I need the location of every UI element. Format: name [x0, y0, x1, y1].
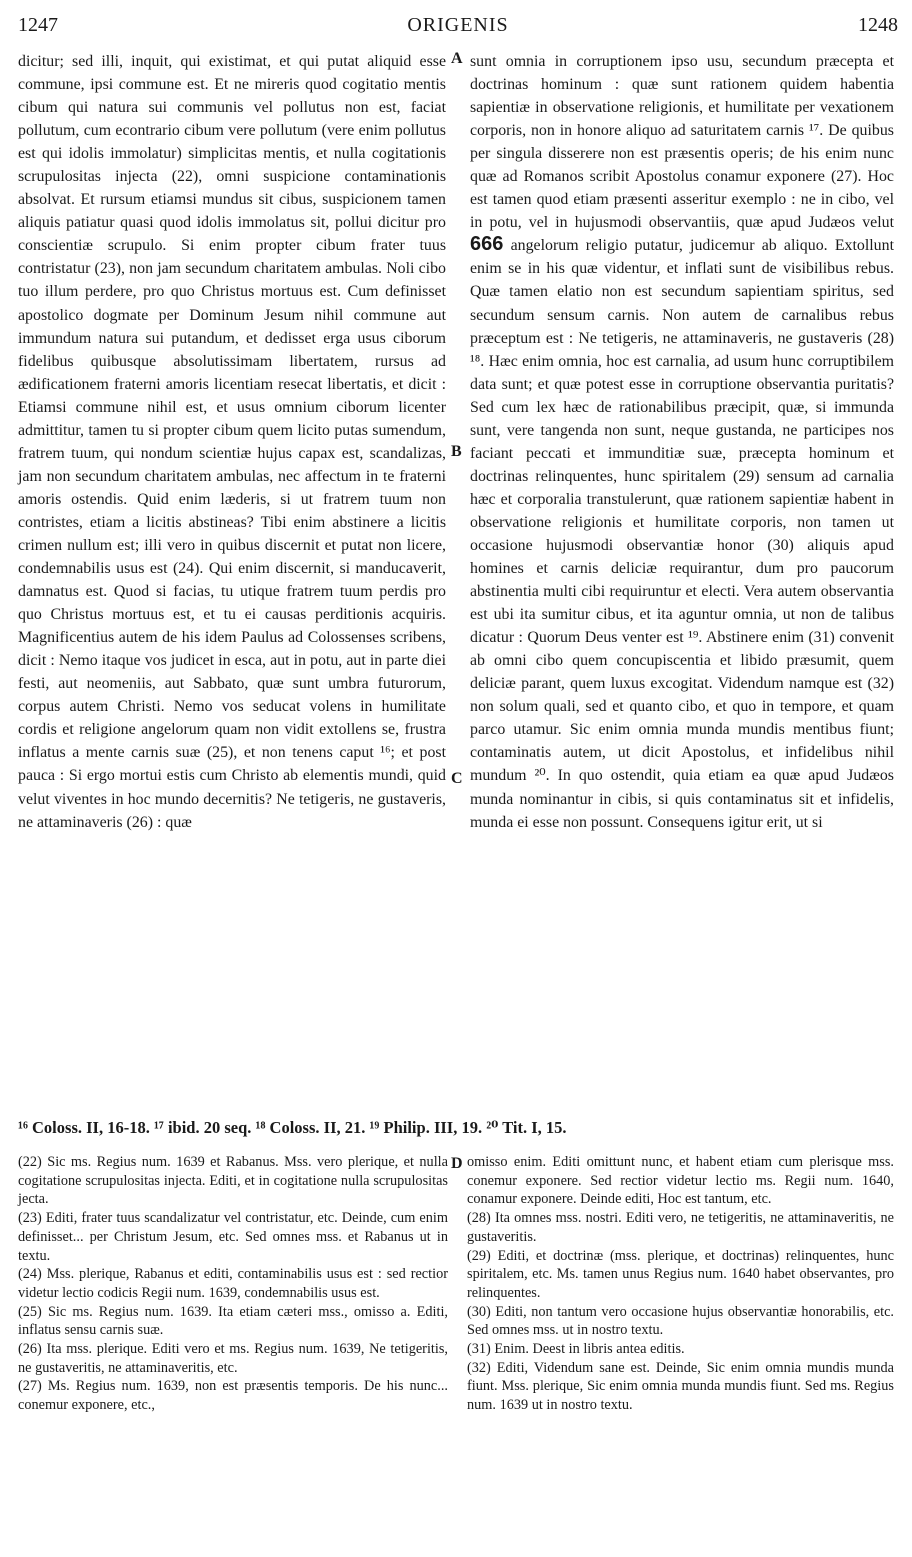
margin-letter-d: D — [451, 1155, 463, 1172]
footnote-30: (30) Editi, non tantum vero occasione hujus observantiæ honorabilis, etc. Sed omnes mss. ut in nostro textu. — [467, 1303, 894, 1339]
footnotes-left — [18, 1153, 448, 1415]
footnote-22: (22) Sic ms. Regius num. 1639 et Rabanus. Mss. vero plerique, et nulla cogitatione scrupulositas injecta. Editi, et in cogitatione nulla scrupulositas jecta. — [18, 1154, 448, 1208]
footnote-31: (31) Enim. Deest in libris antea editis. — [467, 1341, 685, 1358]
right-page-number: 1248 — [858, 14, 898, 36]
footnote-26: (26) Ita mss. plerique. Editi vero et ms. Regius num. 1639, Ne tetigeritis, ne gustaveritis, ne attaminaveritis, etc. — [18, 1341, 448, 1376]
footnote-32: (32) Editi, Videndum sane est. Deinde, Sic enim omnia mundis munda fiunt. Mss. plerique, Sic enim omnia munda mundis fiunt. Sed ms. Regius num. 1639 ut in nostro textu. — [467, 1359, 894, 1414]
right-column-text — [470, 50, 894, 834]
right-column-text-a: sunt omnia in corruptionem ipso usu, secundum præcepta et doctrinas hominum : quæ sunt rationem quidem habentia sapientiæ in observatione religionis, et humilitate per vexationem corporis, non in honore aliquo ad saturitatem carnis ¹⁷. De quibus per singula disserere non est præsentis operis; de his enim nunc quæ ad Romanos scribit Apostolus conamur exponere (27). Hoc est tamen quod etiam præsenti asseritur exemplo : ne in cibo, vel in potu, vel in hujusmodi observantiis, quæ apud Judæos velut — [470, 53, 894, 232]
left-column-text: dicitur; sed illi, inquit, qui existimat, et qui putat aliquid esse commune, ipsi commune est. Et ne mireris quod cogitatio mentis cibum qui natura sui communis vel pollutus non est, faciat pollutum, cum econtrario cibum vere pollutum (vere enim pollutus est qui idolis immolatur) simplicitas mentis, et nulla cogitationis scrupulositas injecta (22), omni suspicione contaminationis absolvat. Et rursum etiamsi mundus sit cibus, suspicionem tamen aliquis patiatur quasi quod idolis immolatus sit, pollui dicitur pro conscientiæ scrupulo. Si enim propter cibum frater tuus contristatur (23), non jam secundum charitatem ambulas. Noli cibo tuo illum perdere, pro quo Christus mortuus est. Cum definisset apostolico dogmate per Dominum Jesum nihil commune aut immundum natura sui putandum, et dedisset erga usus ciborum fidelibus quibusque absolutissimam libertatem, rursus ad ædificationem fraterni amoris licentiam resecat libertatis, et dicit : Etiamsi commune nihil est, et usus omnium ciborum licenter admittitur, tamen tu si propter cibum quem licito putas sumendum, fratrem tuum, qui nondum scientiæ hujus capax est, scandalizas, jam non secundum charitatem ambulas, nec affectum in te fraterni amoris ostendis. Quid enim læderis, si ut fratrem tuum non contristes, etiam a licitis abstineas? Tibi enim abstinere a licitis crimen nullum est; illi vero in quibus discernit et putat non licere, condemnabilis usus est (24). Qui enim discernit, si manducaverit, damnatus est. Quod si facias, tu utique fratrem tuum perdis pro quo Christus mortuus est, et tu ei causas perditionis acquiris. Magnificentius autem de his idem Paulus ad Colossenses scribens, dicit : Nemo itaque vos judicet in esca, aut in potu, aut in parte diei festi, aut neomeniis, aut Sabbato, quæ sunt umbra futurorum, corpus autem Christi. Nemo vos seducat volens in humilitate cordis et religione angelorum quam non vidit extollens se, frustra inflatus a mente carnis suæ (25), et non tenens caput ¹⁶; et post pauca : Si ergo mortui estis cum Christo ab elementis mundi, quid velut viventes in hoc mundo decernitis? Ne tetigeris, ne gustaveris, ne attaminaveris (26) : quæ — [18, 53, 446, 831]
footnote-27: (27) Ms. Regius num. 1639, non est præsentis temporis. De his nunc... conemur exponere, etc., — [18, 1378, 448, 1414]
footnotes-right — [467, 1153, 894, 1415]
right-column-text-b: angelorum religio putatur, judicemur ab aliquo. Extollunt enim se in his quæ videntur, et inflati sunt de visibilibus rebus. Quæ tamen elatio non est secundum sapientiam spiritus, sed secundum sensum carnis. Non autem de carnalibus rebus præceptum est : Ne tetigeris, ne attaminaveris, ne gustaveris (28) ¹⁸. Hæc enim omnia, hoc est carnalia, ad usum hunc corruptibilem data sunt; et quæ potest esse in corruptione observantia puritatis? Sed cum lex hæc de rationabilibus præcipit, quæ, si immunda sunt, vere tangenda non sunt, neque gustanda, ne participes nos faciant peccati et immunditiæ suæ, præcepta hominum et doctrinas relinquentes, hunc spiritalem (29) sensum ad carnalia hæc et corporalia transtulerunt, quæ rationem sapientiæ habent in observatione religionis et humilitate corporis, non tamen ut occasione hujusmodi observantiæ honor (30) aliquis apud homines et carnis deliciæ requirantur, dum pro paucorum abstinentia multi cibi requiruntur et electi. Vera autem observantia est ubi ita sumitur cibus, et ita aguntur omnia, ut non de talibus dicatur : Quorum Deus venter est ¹⁹. Abstinere enim (31) convenit ab omni cibo quem concupiscentia et libido præsumit, quem deliciæ parant, quem luxus excogitat. Videndum namque est (32) non solum quali, sed et quanto cibo, et quo in tempore, et quam parco utamur. Sic enim omnia munda mundis mentibus fiunt; contaminatis autem, ut dicit Apostolus, et infidelibus nihil mundum ²⁰. In quo ostendit, quia etiam ea quæ apud Judæos munda nominantur in cibis, si quis contaminatus sit et infidelis, munda ei esse non possunt. Consequens igitur erit, ut si — [470, 237, 894, 831]
margin-letter-c: C — [451, 770, 463, 787]
margin-letter-a: A — [451, 50, 463, 67]
right-text-column — [470, 50, 894, 834]
footnote-29: (29) Editi, et doctrinæ (mss. plerique, et doctrinas) relinquentes, hunc spiritalem, etc. Ms. tamen unus Regius num. 1640 habet observantes, pro relinquentes. — [467, 1247, 894, 1301]
footnote-25: (25) Sic ms. Regius num. 1639. Ita etiam cæteri mss., omisso a. Editi, inflatus sensu carnis suæ. — [18, 1303, 448, 1339]
footnote-28: (28) Ita omnes mss. nostri. Editi vero, ne tetigeritis, ne attaminaveritis, ne gustaveritis. — [467, 1210, 894, 1245]
footnote-24: (24) Mss. plerique, Rabanus et editi, contaminabilis usus est : sed rectior videtur lectio codicis Regii num. 1639, condemnabilis usus est. — [18, 1266, 448, 1301]
footnote-27-cont: omisso enim. Editi omittunt nunc, et habent etiam cum plerisque mss. conemur exponere. Sed rectior videtur lectio ms. Regii num. 1640, conamur exponere. Deinde editi, Hoc est tantum, etc. — [467, 1154, 894, 1208]
column-number: 666 — [470, 233, 504, 256]
page-header — [18, 14, 898, 42]
left-page-number: 1247 — [18, 14, 58, 36]
running-title: ORIGENIS — [407, 14, 509, 36]
footnote-23: (23) Editi, frater tuus scandalizatur vel contristatur, etc. Deinde, cum enim definisset... per Christum Jesum, etc. Sed omnes mss. et Rabanus ut in textu. — [18, 1210, 448, 1264]
left-text-column — [18, 50, 446, 834]
margin-letter-b: B — [451, 443, 462, 460]
scripture-references: ¹⁶ Coloss. II, 16-18. ¹⁷ ibid. 20 seq. ¹⁸ Coloss. II, 21. ¹⁹ Philip. III, 19. ²⁰ Tit. I, 15. — [18, 1118, 567, 1137]
